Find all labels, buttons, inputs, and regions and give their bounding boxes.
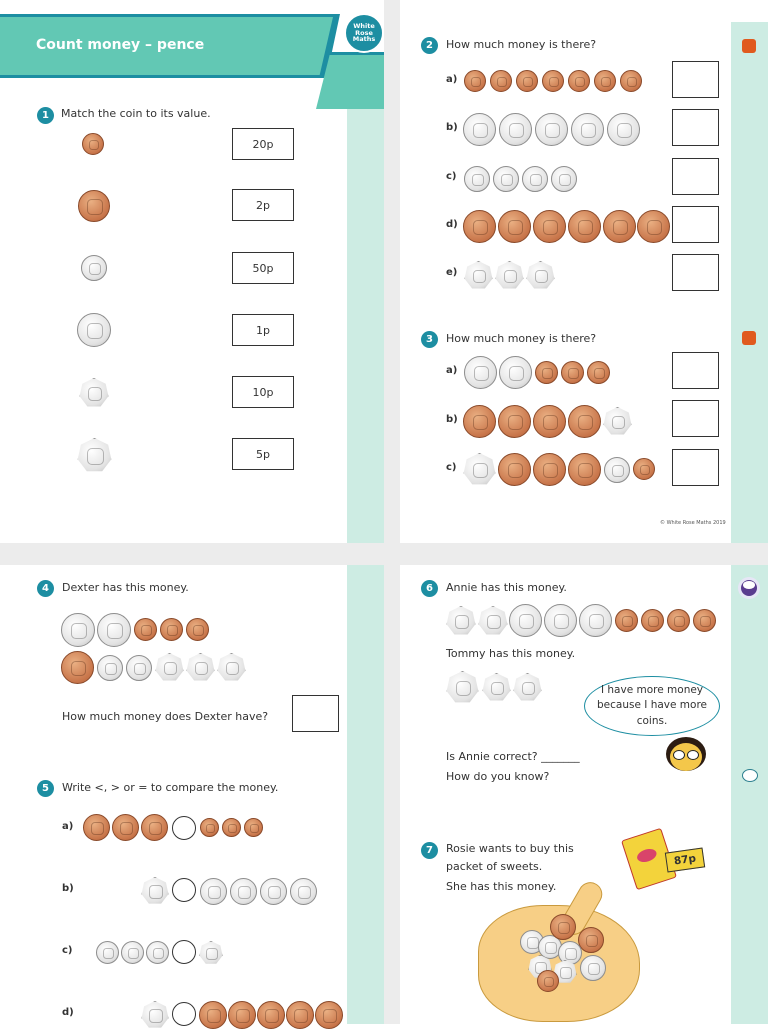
question-text: How do you know? — [446, 770, 550, 783]
coin-2p — [286, 1001, 314, 1029]
coin-10p — [544, 604, 577, 637]
coin-20p — [199, 941, 223, 965]
coin-20p[interactable] — [79, 378, 109, 408]
coin-1p — [535, 361, 558, 384]
coin-2p — [463, 210, 496, 243]
coin-10p — [464, 356, 497, 389]
question-number: 7 — [421, 842, 438, 859]
coin-20p — [526, 261, 555, 290]
coin-1p — [641, 609, 664, 632]
coin-2p — [498, 453, 531, 486]
compare-circle[interactable] — [172, 816, 196, 840]
side-strip — [731, 22, 768, 543]
coin-2p — [257, 1001, 285, 1029]
row-label: c) — [446, 171, 457, 182]
coin-2p — [83, 814, 110, 841]
coin-2p — [603, 210, 636, 243]
white-rose-logo: White Rose Maths — [344, 13, 384, 53]
coin-20p — [464, 261, 493, 290]
coin-1p — [134, 618, 157, 641]
coin-2p — [533, 210, 566, 243]
answer-box[interactable] — [672, 352, 719, 389]
coin-50p — [446, 671, 479, 704]
question-number: 2 — [421, 37, 438, 54]
question-number: 3 — [421, 331, 438, 348]
coin-10p — [535, 113, 568, 146]
coin-20p — [482, 673, 511, 702]
coin-10p — [509, 604, 542, 637]
coin-5p — [126, 655, 152, 681]
coin-1p — [160, 618, 183, 641]
coin-1p — [667, 609, 690, 632]
coin-20p — [478, 606, 508, 636]
coin-5p[interactable] — [81, 255, 107, 281]
question-number: 5 — [37, 780, 54, 797]
coin-2p — [550, 914, 576, 940]
coin-10p — [200, 878, 227, 905]
row-label: a) — [62, 821, 74, 832]
coin-20p — [155, 653, 184, 682]
question-text: Write <, > or = to compare the money. — [62, 781, 279, 794]
coin-1p — [490, 70, 512, 92]
coin-20p — [513, 673, 542, 702]
coin-50p[interactable] — [77, 438, 112, 473]
coin-10p[interactable] — [77, 313, 111, 347]
coin-1p — [587, 361, 610, 384]
coin-10p — [607, 113, 640, 146]
coin-50p — [141, 1001, 169, 1029]
question-text: Dexter has this money. — [62, 581, 189, 594]
coin-10p — [499, 113, 532, 146]
side-strip — [347, 565, 384, 1024]
coin-10p — [579, 604, 612, 637]
question-text: Match the coin to its value. — [61, 107, 211, 120]
coin-2p — [568, 405, 601, 438]
coin-1p — [200, 818, 219, 837]
coin-20p — [186, 653, 215, 682]
value-box-1p[interactable]: 1p — [232, 314, 294, 346]
row-label: e) — [446, 267, 458, 278]
coin-1p — [186, 618, 209, 641]
question-number: 4 — [37, 580, 54, 597]
coin-1p[interactable] — [82, 133, 104, 155]
row-label: c) — [62, 945, 73, 956]
compare-circle[interactable] — [172, 940, 196, 964]
row-label: a) — [446, 74, 458, 85]
page-gutter-vertical — [384, 0, 400, 1024]
coin-5p — [464, 166, 490, 192]
question-text: packet of sweets. — [446, 860, 543, 873]
brain-icon — [738, 577, 760, 599]
coin-1p — [594, 70, 616, 92]
coin-10p — [580, 955, 606, 981]
row-label: d) — [62, 1007, 74, 1018]
coin-10p — [260, 878, 287, 905]
question-text: How much money is there? — [446, 332, 597, 345]
coin-5p — [522, 166, 548, 192]
question-text: How much money does Dexter have? — [62, 710, 269, 723]
question-text: How much money is there? — [446, 38, 597, 51]
side-strip — [347, 78, 384, 543]
answer-box[interactable] — [672, 449, 719, 486]
coin-2p — [199, 1001, 227, 1029]
coin-2p — [498, 210, 531, 243]
coin-5p — [551, 166, 577, 192]
coin-1p — [537, 970, 559, 992]
value-box-20p[interactable]: 20p — [232, 128, 294, 160]
answer-box[interactable] — [672, 61, 719, 98]
question-text: Annie has this money. — [446, 581, 567, 594]
coin-1p — [633, 458, 655, 480]
coin-20p — [603, 407, 632, 436]
compare-circle[interactable] — [172, 878, 196, 902]
coin-10p — [230, 878, 257, 905]
coin-2p — [637, 210, 670, 243]
row-label: a) — [446, 365, 458, 376]
girl-character — [660, 733, 710, 773]
value-box-2p[interactable]: 2p — [232, 189, 294, 221]
coin-5p — [493, 166, 519, 192]
dice-icon — [738, 327, 760, 349]
coin-2p — [533, 405, 566, 438]
row-label: b) — [62, 883, 74, 894]
coin-2p — [315, 1001, 343, 1029]
coin-5p — [146, 941, 169, 964]
question-text: She has this money. — [446, 880, 557, 893]
page-gutter-horizontal — [0, 543, 768, 565]
coin-20p — [217, 653, 246, 682]
coin-2p — [568, 453, 601, 486]
page-title: Count money – pence — [36, 37, 205, 53]
coin-10p — [290, 878, 317, 905]
coin-2p — [112, 814, 139, 841]
coin-50p — [463, 453, 496, 486]
coin-20p — [495, 261, 524, 290]
speech-bubble: I have more money because I have more coins. — [584, 676, 720, 736]
coin-2p[interactable] — [78, 190, 110, 222]
coin-5p — [121, 941, 144, 964]
coin-1p — [693, 609, 716, 632]
coin-1p — [561, 361, 584, 384]
answer-box[interactable] — [672, 109, 719, 146]
coin-1p — [244, 818, 263, 837]
coin-1p — [620, 70, 642, 92]
coin-1p — [464, 70, 486, 92]
coin-1p — [568, 70, 590, 92]
question-text: Tommy has this money. — [446, 647, 576, 660]
speech-icon — [738, 764, 760, 786]
coin-10p — [571, 113, 604, 146]
coin-50p — [141, 877, 169, 905]
coin-10p — [558, 941, 582, 965]
value-box-5p[interactable]: 5p — [232, 438, 294, 470]
dice-icon — [738, 35, 760, 57]
coin-2p — [578, 927, 604, 953]
coin-2p — [61, 651, 94, 684]
question-text: Rosie wants to buy this — [446, 842, 574, 855]
coin-5p — [97, 655, 123, 681]
coin-2p — [533, 453, 566, 486]
question-number: 6 — [421, 580, 438, 597]
coin-10p — [97, 613, 131, 647]
answer-box[interactable] — [292, 695, 339, 732]
coin-20p — [446, 606, 476, 636]
price-tag: 87p — [665, 847, 705, 872]
answer-box[interactable] — [672, 254, 719, 291]
coin-2p — [498, 405, 531, 438]
value-box-10p[interactable]: 10p — [232, 376, 294, 408]
answer-box[interactable] — [672, 206, 719, 243]
copyright: © White Rose Maths 2019 — [660, 520, 726, 526]
coin-1p — [516, 70, 538, 92]
coin-2p — [463, 405, 496, 438]
compare-circle[interactable] — [172, 1002, 196, 1026]
coin-2p — [568, 210, 601, 243]
coin-10p — [499, 356, 532, 389]
answer-box[interactable] — [672, 158, 719, 195]
coin-5p — [96, 941, 119, 964]
row-label: c) — [446, 462, 457, 473]
value-box-50p[interactable]: 50p — [232, 252, 294, 284]
side-strip — [731, 565, 768, 1024]
row-label: b) — [446, 414, 458, 425]
row-label: b) — [446, 122, 458, 133]
question-text: Is Annie correct? _______ — [446, 750, 580, 763]
coin-10p — [61, 613, 95, 647]
coin-10p — [463, 113, 496, 146]
coin-2p — [228, 1001, 256, 1029]
coin-2p — [141, 814, 168, 841]
coin-1p — [615, 609, 638, 632]
coin-5p — [604, 457, 630, 483]
answer-box[interactable] — [672, 400, 719, 437]
row-label: d) — [446, 219, 458, 230]
question-number: 1 — [37, 107, 54, 124]
coin-1p — [542, 70, 564, 92]
coin-1p — [222, 818, 241, 837]
